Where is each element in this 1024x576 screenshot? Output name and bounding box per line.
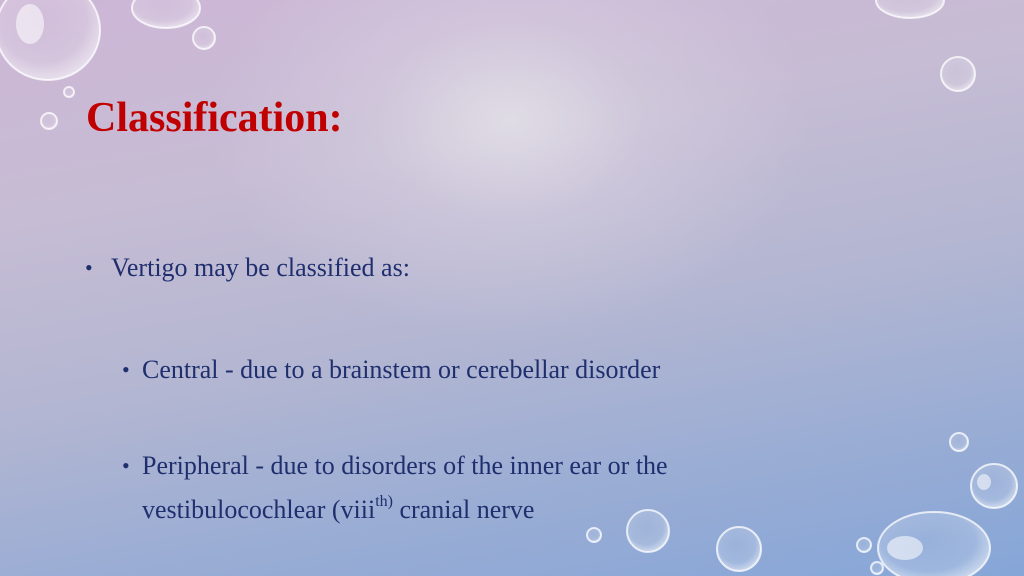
droplet: [876, 0, 944, 18]
bullet-text-line2-end: cranial nerve: [392, 495, 535, 524]
bullet-central: [122, 348, 661, 392]
bullet-peripheral: [122, 444, 782, 532]
droplet: [717, 527, 761, 571]
droplet: [950, 433, 968, 451]
superscript-th: th): [375, 493, 393, 511]
droplet: [941, 57, 975, 91]
droplet-highlight: [977, 474, 991, 490]
bullet-text-line2: [142, 495, 534, 524]
droplet-highlight: [887, 536, 923, 560]
droplet: [132, 0, 200, 28]
droplet: [193, 27, 215, 49]
bullet-text-line1: Peripheral - due to disorders of the inner ear or the: [142, 451, 668, 480]
slide-title: Classification:: [86, 95, 343, 141]
bullet-vertigo-classification: [85, 246, 410, 290]
bullet-marker: •: [122, 453, 130, 478]
droplet: [971, 464, 1017, 508]
droplet-highlight: [16, 4, 44, 44]
droplet: [64, 87, 74, 97]
bullet-text: Vertigo may be classified as:: [111, 253, 410, 282]
droplet: [0, 0, 100, 80]
bullet-marker: •: [85, 255, 93, 280]
bullet-text-line2-start: vestibulocochlear (viii: [142, 495, 376, 524]
bullet-text: Central - due to a brainstem or cerebellar disorder: [142, 355, 661, 384]
droplet: [871, 562, 883, 574]
droplet: [857, 538, 871, 552]
droplet: [41, 113, 57, 129]
bullet-marker: •: [122, 357, 130, 382]
